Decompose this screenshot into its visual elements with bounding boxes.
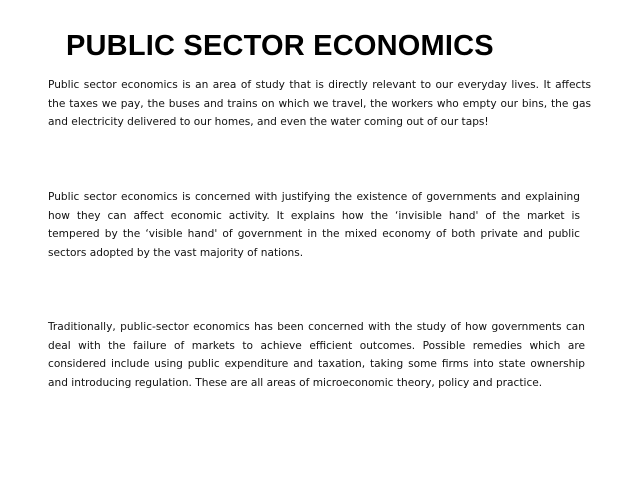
paragraph-scope: Public sector economics is an area of study that is directly relevant to our everyday lives. It affects the taxes we pay, the buses and trains on which we travel, the workers who empty our bins, the gas and electricity delivered to our homes, and even the water coming out of our taps! <box>48 79 591 128</box>
paragraph-market-failure: Traditionally, public-sector economics has been concerned with the study of how governments can deal with the failure of markets to achieve efficient outcomes. Possible remedies which are considered include using public expenditure and taxation, taking some firms into state ownership and introducing regulation. These are all areas of microeconomic theory, policy and practice. <box>48 321 585 389</box>
slide-title: PUBLIC SECTOR ECONOMICS <box>66 30 494 62</box>
paragraph-role-of-government: Public sector economics is concerned with justifying the existence of governments and explaining how they can affect economic activity. It explains how the ‘invisible hand' of the market is tempered by the ‘visible hand' of government in the mixed economy of both private and public sectors adopted by the vast majority of nations. <box>48 191 580 259</box>
